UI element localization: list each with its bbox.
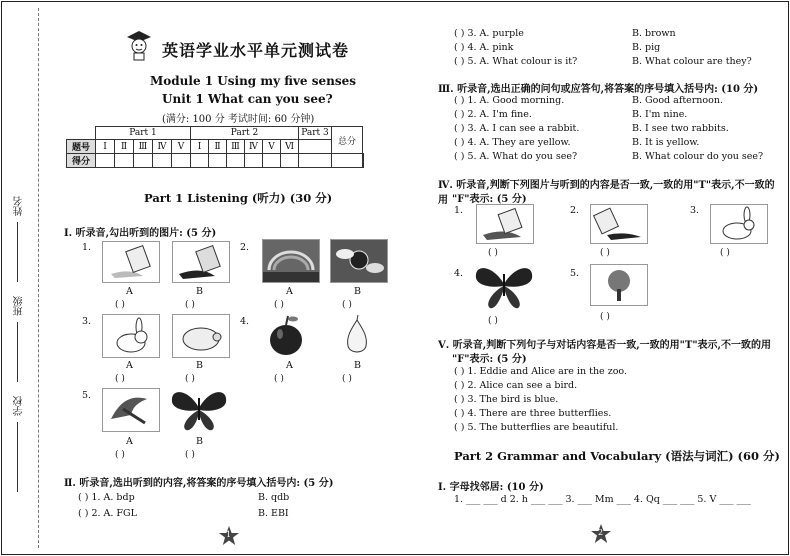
- question-option-b: B. EBI: [258, 508, 289, 519]
- left-page: [52, 0, 384, 556]
- p2-col: Ⅱ: [209, 140, 227, 154]
- butterfly-image: [472, 262, 536, 310]
- page-number: 1: [226, 530, 232, 539]
- answer-bracket[interactable]: ( ): [185, 300, 195, 310]
- apple-image: [264, 312, 308, 358]
- spilled-paint-can-image: [102, 241, 160, 283]
- answer-bracket[interactable]: ( ): [342, 374, 352, 384]
- question-number: 5.: [570, 268, 580, 279]
- score-part2: Part 2: [191, 127, 299, 140]
- page-number-badge: [218, 525, 240, 547]
- score-part3: Part 3: [299, 127, 332, 140]
- question-item: ( ) 4. A. pink: [454, 42, 514, 53]
- question-option-b: B. Good afternoon.: [632, 95, 724, 106]
- score-cell[interactable]: [96, 154, 115, 168]
- option-a-label: A: [126, 360, 133, 371]
- score-cell[interactable]: [153, 154, 172, 168]
- name-line: [17, 222, 18, 282]
- p1-col: Ⅱ: [115, 140, 134, 154]
- statement-item: ( ) 3. The bird is blue.: [454, 394, 559, 405]
- score-cell[interactable]: [134, 154, 153, 168]
- letters-exercise: 1. ___ ___ d 2. h ___ ___ 3. ___ Mm ___ 4. Qq ___ ___ 5. V ___ ___: [454, 494, 751, 505]
- sun-clouds-image: [330, 239, 388, 283]
- p2-col: Ⅵ: [281, 140, 299, 154]
- answer-bracket[interactable]: ( ): [115, 374, 125, 384]
- answer-bracket[interactable]: ( ): [720, 248, 730, 258]
- option-b-label: B: [354, 360, 361, 371]
- mascot-icon: [122, 28, 156, 62]
- answer-bracket[interactable]: ( ): [115, 300, 125, 310]
- answer-bracket[interactable]: ( ): [185, 374, 195, 384]
- page-number: 2: [598, 528, 604, 537]
- section-5-heading-cont: "F"表示: (5 分): [452, 354, 527, 365]
- answer-bracket[interactable]: ( ): [274, 300, 284, 310]
- p1-col: Ⅴ: [172, 140, 191, 154]
- question-item: ( ) 3. A. purple: [454, 28, 524, 39]
- paint-can-image: [476, 204, 534, 244]
- question-item: ( ) 2. A. FGL: [78, 508, 137, 519]
- rabbit-image: [710, 204, 768, 244]
- question-number: 3.: [690, 205, 700, 216]
- question-option-b: B. What colour do you see?: [632, 151, 764, 162]
- exam-meta: (满分: 100 分 考试时间: 60 分钟): [162, 114, 315, 125]
- question-item: ( ) 5. A. What colour is it?: [454, 56, 578, 67]
- score-total: 总分: [332, 127, 363, 154]
- p1-col: Ⅳ: [153, 140, 172, 154]
- answer-bracket[interactable]: ( ): [600, 312, 610, 322]
- answer-bracket[interactable]: ( ): [600, 248, 610, 258]
- question-number: 5.: [82, 390, 92, 401]
- part1-title: Part 1 Listening (听力) (30 分): [144, 191, 333, 205]
- statement-item: ( ) 4. There are three butterflies.: [454, 408, 612, 419]
- p2-col: Ⅳ: [245, 140, 263, 154]
- statement-item: ( ) 2. Alice can see a bird.: [454, 380, 578, 391]
- question-number: 3.: [82, 316, 92, 327]
- score-cell[interactable]: [115, 154, 134, 168]
- question-option-b: B. brown: [632, 28, 676, 39]
- question-item: ( ) 2. A. I'm fine.: [454, 109, 532, 120]
- option-b-label: B: [196, 436, 203, 447]
- p3-col: [299, 140, 332, 154]
- score-cell[interactable]: [245, 154, 263, 168]
- p2-col: Ⅰ: [191, 140, 209, 154]
- section-2-heading: Ⅱ. 听录音,选出听到的内容,将答案的序号填入括号内: (5 分): [64, 478, 334, 489]
- question-option-b: B. qdb: [258, 492, 290, 503]
- score-cell[interactable]: [227, 154, 245, 168]
- option-b-label: B: [354, 286, 361, 297]
- question-number: 2.: [570, 205, 580, 216]
- class-label: 班级: [14, 296, 25, 316]
- question-option-b: B. I see two rabbits.: [632, 123, 729, 134]
- option-b-label: B: [196, 360, 203, 371]
- black-paint-can-image: [172, 241, 230, 283]
- question-option-b: B. It is yellow.: [632, 137, 700, 148]
- score-cell[interactable]: [172, 154, 191, 168]
- question-number: 4.: [240, 316, 250, 327]
- school-line: [17, 422, 18, 492]
- answer-bracket[interactable]: ( ): [115, 450, 125, 460]
- score-cell[interactable]: [363, 154, 364, 168]
- statement-item: ( ) 1. Eddie and Alice are in the zoo.: [454, 366, 627, 377]
- part2-title: Part 2 Grammar and Vocabulary (语法与词汇) (60 分): [454, 449, 780, 463]
- question-item: ( ) 4. A. They are yellow.: [454, 137, 571, 148]
- letters-section-heading: Ⅰ. 字母找邻居: (10 分): [438, 482, 544, 493]
- p1-col: Ⅰ: [96, 140, 115, 154]
- tree-image: [590, 264, 648, 306]
- section-4-heading: Ⅳ. 听录音,判断下列图片与听到的内容是否一致,一致的用"T"表示,不一致的用: [438, 180, 775, 206]
- option-a-label: A: [286, 360, 293, 371]
- pig-image: [172, 314, 230, 358]
- option-b-label: B: [196, 286, 203, 297]
- answer-bracket[interactable]: ( ): [342, 300, 352, 310]
- p1-col: Ⅲ: [134, 140, 153, 154]
- section-1-heading: Ⅰ. 听录音,勾出听到的图片: (5 分): [64, 228, 217, 239]
- question-option-b: B. pig: [632, 42, 661, 53]
- question-item: ( ) 1. A. Good morning.: [454, 95, 565, 106]
- score-cell[interactable]: [281, 154, 299, 168]
- option-a-label: A: [286, 286, 293, 297]
- question-number: 1.: [82, 242, 92, 253]
- score-part1: Part 1: [96, 127, 191, 140]
- paint-can-image: [590, 204, 648, 244]
- question-number: 1.: [454, 205, 464, 216]
- rainbow-image: [262, 239, 320, 283]
- answer-bracket[interactable]: ( ): [185, 450, 195, 460]
- question-number: 2.: [240, 242, 250, 253]
- score-table: [66, 126, 364, 168]
- row-label-number: 题号: [67, 140, 96, 154]
- option-a-label: A: [126, 286, 133, 297]
- butterfly-image: [168, 386, 230, 432]
- answer-bracket[interactable]: ( ): [488, 316, 498, 326]
- question-option-b: B. I'm nine.: [632, 109, 688, 120]
- option-a-label: A: [126, 436, 133, 447]
- question-item: ( ) 5. A. What do you see?: [454, 151, 578, 162]
- row-label-score: 得分: [67, 154, 96, 168]
- p2-col: Ⅲ: [227, 140, 245, 154]
- cut-line: [38, 8, 39, 548]
- question-item: ( ) 1. A. bdp: [78, 492, 135, 503]
- answer-bracket[interactable]: ( ): [488, 248, 498, 258]
- score-cell[interactable]: [332, 154, 363, 168]
- page-title: 英语学业水平单元测试卷: [162, 41, 350, 60]
- name-label: 姓名: [14, 196, 25, 216]
- rabbit-image: [102, 314, 160, 358]
- page-number-badge: [590, 523, 612, 545]
- score-cell[interactable]: [209, 154, 227, 168]
- question-item: ( ) 3. A. I can see a rabbit.: [454, 123, 580, 134]
- school-label: 学校: [14, 396, 25, 416]
- section-5-heading: Ⅴ. 听录音,判断下列句子与对话内容是否一致,一致的用"T"表示,不一致的用: [438, 340, 772, 351]
- right-page: [414, 0, 784, 556]
- score-cell[interactable]: [299, 154, 332, 168]
- score-cell[interactable]: [191, 154, 209, 168]
- answer-bracket[interactable]: ( ): [274, 374, 284, 384]
- binding-margin: [0, 0, 38, 556]
- p2-col: Ⅴ: [263, 140, 281, 154]
- statement-item: ( ) 5. The butterflies are beautiful.: [454, 422, 619, 433]
- question-number: 4.: [454, 268, 464, 279]
- question-option-b: B. What colour are they?: [632, 56, 752, 67]
- pear-image: [342, 314, 372, 356]
- class-line: [17, 322, 18, 382]
- unit-heading: Unit 1 What can you see?: [162, 92, 333, 106]
- bird-image: [102, 388, 160, 432]
- score-cell[interactable]: [263, 154, 281, 168]
- section-4-heading-cont: "F"表示: (5 分): [452, 194, 527, 205]
- section-3-heading: Ⅲ. 听录音,选出正确的问句或应答句,将答案的序号填入括号内: (10 分): [438, 84, 759, 95]
- module-heading: Module 1 Using my five senses: [150, 74, 356, 88]
